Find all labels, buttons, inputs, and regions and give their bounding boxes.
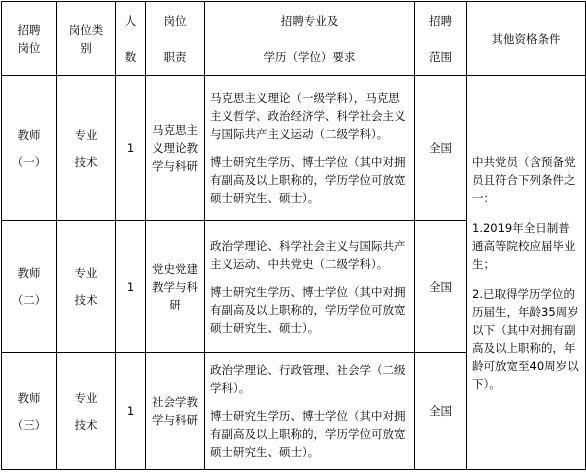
condition-graduate: 1.2019年全日制普通高等院校应届毕业生； xyxy=(472,220,576,271)
header-major-line2: 学历（学位）要求 xyxy=(263,49,356,64)
degree-requirement: 博士研究生学历、博士学位（其中对拥有副高及以上职称的，学历学位可放宽硕士研究生、硕士）。 xyxy=(210,284,406,335)
post-duty: 社会学教学与科研 xyxy=(146,353,205,470)
header-post-line1: 招聘 xyxy=(17,22,41,37)
post-category-line1: 专业 xyxy=(74,390,98,405)
header-category xyxy=(57,2,116,76)
header-count-line2: 数 xyxy=(124,49,137,64)
post-name-line1: 教师 xyxy=(17,127,41,142)
post-category xyxy=(57,353,116,470)
post-name xyxy=(2,353,57,470)
condition-party-member: 中共党员（含预备党员且符合下列条件之一： xyxy=(472,154,576,205)
post-name-line2: （三） xyxy=(11,417,47,432)
header-count-line1: 人 xyxy=(124,13,137,28)
header-scope-line1: 招聘 xyxy=(429,13,452,28)
header-extra: 其他资格条件 xyxy=(467,2,586,76)
header-category-line1: 岗位类 xyxy=(68,22,104,37)
post-major xyxy=(205,353,415,470)
header-post xyxy=(2,2,57,76)
header-post-line2: 岗位 xyxy=(17,40,41,55)
post-count: 1 xyxy=(116,76,146,221)
post-name-line2: （二） xyxy=(11,293,47,307)
header-duty-line2: 职责 xyxy=(163,49,187,64)
table-row xyxy=(2,76,586,221)
post-count: 1 xyxy=(116,221,146,353)
header-scope xyxy=(415,2,467,76)
post-name-line1: 教师 xyxy=(17,390,41,405)
major-requirement: 政治学理论、行政管理、社会学（二级学科）。 xyxy=(210,363,406,395)
post-name-line2: （一） xyxy=(11,154,47,169)
post-category-line2: 技术 xyxy=(74,293,98,307)
post-category-line1: 专业 xyxy=(74,266,98,280)
major-requirement: 马克思主义理论（一级学科），马克思主义哲学、政治经济学、科学社会主义与国际共产主义运动（二级学科）。 xyxy=(210,91,406,141)
post-category-line2: 技术 xyxy=(74,154,98,169)
post-category xyxy=(57,76,116,221)
header-major xyxy=(205,2,415,76)
post-category-line2: 技术 xyxy=(74,417,98,432)
post-scope: 全国 xyxy=(415,221,467,353)
header-row xyxy=(2,2,586,76)
post-name xyxy=(2,76,57,221)
post-scope: 全国 xyxy=(415,76,467,221)
post-name-line1: 教师 xyxy=(17,266,41,280)
post-duty: 党史党建教学与科研 xyxy=(146,221,205,353)
recruitment-table xyxy=(1,1,586,470)
post-duty: 马克思主义理论教学与科研 xyxy=(146,76,205,221)
header-scope-line2: 范围 xyxy=(429,49,452,64)
post-scope: 全国 xyxy=(415,353,467,470)
post-count: 1 xyxy=(116,353,146,470)
post-major xyxy=(205,76,415,221)
header-category-line2: 别 xyxy=(80,40,92,55)
post-major xyxy=(205,221,415,353)
header-duty-line1: 岗位 xyxy=(163,13,187,28)
other-conditions xyxy=(467,76,586,470)
post-category-line1: 专业 xyxy=(74,127,98,142)
major-requirement: 政治学理论、科学社会主义与国际共产主义运动、中共党史（二级学科）。 xyxy=(210,238,406,271)
degree-requirement: 博士研究生学历、博士学位（其中对拥有副高及以上职称的，学历学位可放宽硕士研究生、硕士）。 xyxy=(210,409,406,459)
post-name xyxy=(2,221,57,353)
header-duty xyxy=(146,2,205,76)
header-count xyxy=(116,2,146,76)
header-major-line1: 招聘专业及 xyxy=(280,13,339,28)
condition-age: 2.已取得学历学位的历届生，年龄35周岁以下（其中对拥有副高及以上职称的，年龄可放宽至40周岁以下）。 xyxy=(472,286,579,391)
degree-requirement: 博士研究生学历、博士学位（其中对拥有副高及以上职称的，学历学位可放宽硕士研究生、硕士）。 xyxy=(210,155,406,205)
post-category xyxy=(57,221,116,353)
